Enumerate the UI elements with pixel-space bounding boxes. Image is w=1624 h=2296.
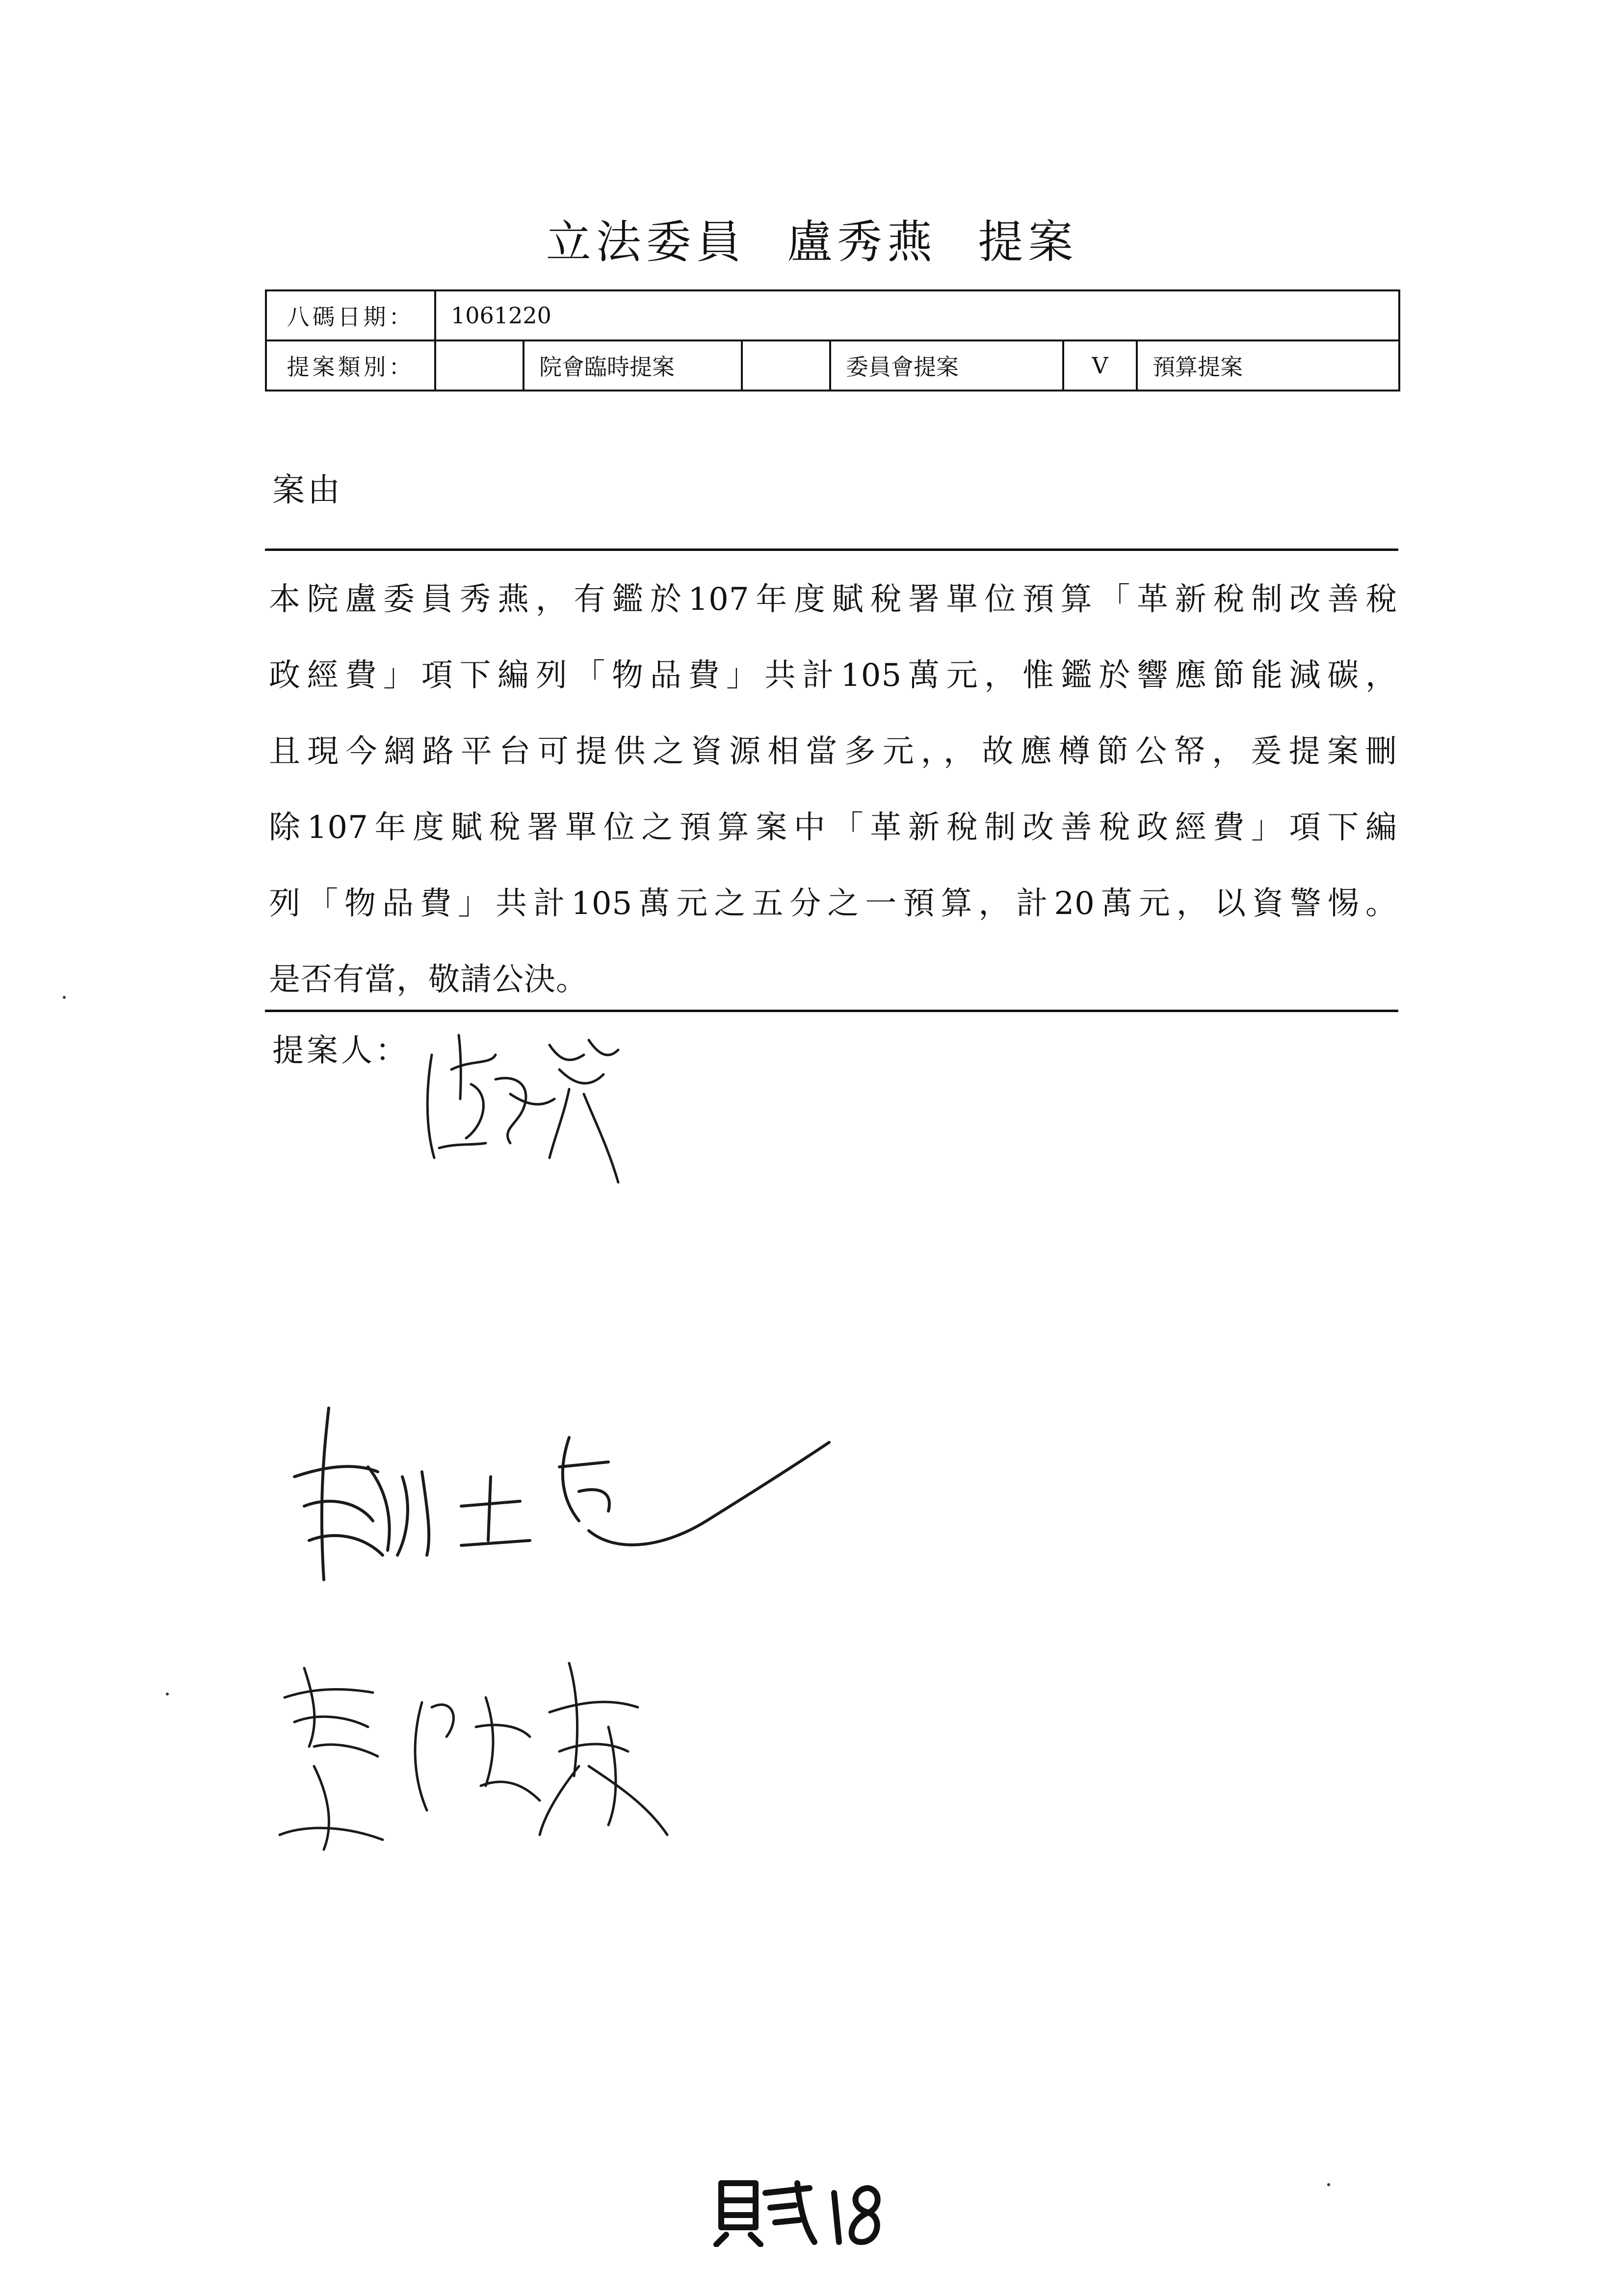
- date-value: 1061220: [435, 290, 1399, 340]
- title-suffix: 提案: [978, 216, 1078, 268]
- page-title: [0, 206, 1624, 271]
- scan-speck: [1327, 2183, 1330, 2186]
- case-heading: 案由: [272, 471, 343, 509]
- case-bottom-rule: [265, 1010, 1398, 1012]
- case-line: 本院盧委員秀燕，有鑑於107年度賦稅署單位預算「革新稅制改善稅: [269, 581, 1397, 618]
- proposal-meta-table: [265, 289, 1400, 391]
- proposer-label: 提案人：: [272, 1033, 410, 1069]
- case-top-rule: [265, 548, 1398, 551]
- category-option-committee: 委員會提案: [830, 340, 1063, 391]
- title-name: 盧秀燕: [786, 216, 937, 268]
- cosigner-2-signature: [265, 1639, 805, 1864]
- category-mark-committee: [742, 340, 830, 391]
- date-label: 八碼日期：: [266, 290, 435, 340]
- category-row: [266, 340, 1399, 391]
- case-line: 是否有當，敬請公決。: [269, 962, 588, 998]
- case-line: 除107年度賦稅署單位之預算案中「革新稅制改善稅政經費」項下編: [269, 809, 1397, 846]
- scan-speck: [63, 996, 66, 999]
- case-body: [269, 562, 1397, 1018]
- category-mark-session: [435, 340, 524, 391]
- case-line: 且現今網路平台可提供之資源相當多元，，故應樽節公帑，爰提案刪: [269, 733, 1397, 770]
- category-option-session: 院會臨時提案: [524, 340, 742, 391]
- category-option-budget: 預算提案: [1137, 340, 1399, 391]
- case-line: 政經費」項下編列「物品費」共計105萬元，惟鑑於響應節能減碳，: [269, 657, 1397, 694]
- category-label: 提案類別：: [266, 340, 435, 391]
- scan-speck: [166, 1693, 169, 1696]
- cosigner-1-signature: [265, 1393, 854, 1599]
- page-mark: [711, 2173, 888, 2249]
- case-line: 列「物品費」共計105萬元之五分之一預算，計20萬元，以資警惕。: [269, 886, 1397, 922]
- page-mark-handwriting: [711, 2173, 888, 2247]
- category-mark-budget: V: [1063, 340, 1137, 391]
- date-row: [266, 290, 1399, 340]
- title-role: 立法委員: [546, 216, 746, 268]
- proposer-signature: [412, 1025, 667, 1192]
